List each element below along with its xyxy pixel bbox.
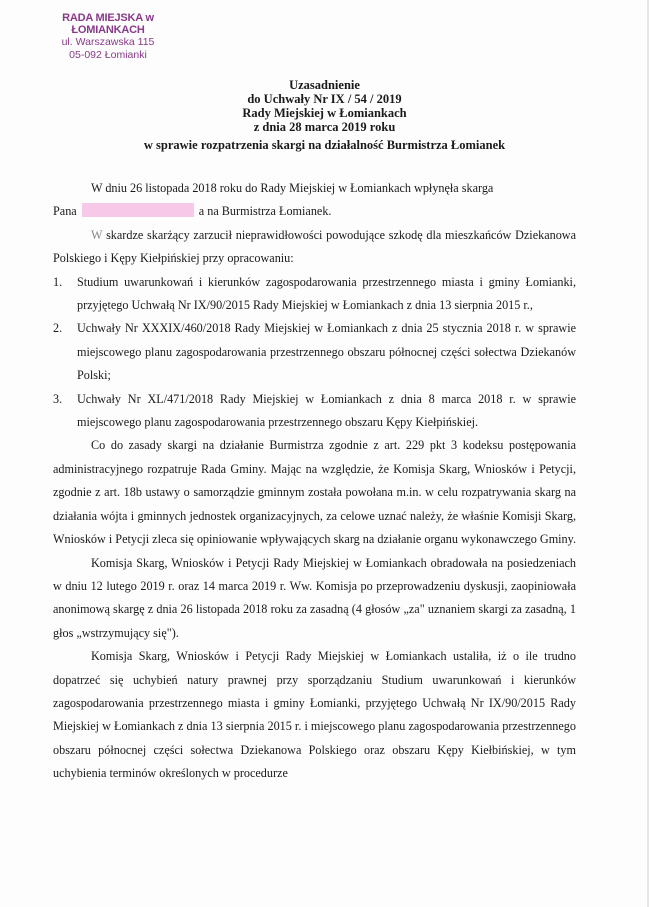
list-item-number: 3. [53,391,63,406]
paragraph-4: Co do zasady skargi na działanie Burmistrza zgodnie z art. 229 pkt 3 kodeksu postępowania administracyjnego rozpatruje Rada Gminy. Mając na względzie, że Komisja Skarg, Wniosków i Petycji, zgodnie z art. 18b ustawy o samorządzie gminnym została powołana m.in. w celu rozpatrywania skarg na działania wójta i gminnych jednostek organizacyjnych, za celowe uznać należy, że właśnie Komisji Skarg, Wniosków i Petycji zleca się opiniowanie wpływających skarg na działanie organu wykonawczego Gminy. [53,438,577,547]
document-subject: w sprawie rozpatrzenia skargi na działalność Burmistrza Łomianek [143,138,506,152]
list-item-text: Studium uwarunkowań i kierunków zagospodarowania przestrzennego miasta i gminy Łomianki, przyjętego Uchwałą Nr IX/90/2015 Rady Miejskiej w Łomiankach z dnia 13 sierpnia 2015 r., [77,274,576,313]
list-item [53,271,576,318]
title-line-3: Rady Miejskiej w Łomiankach [242,106,407,120]
stamp-line-3: 05-092 Łomianki [69,49,147,61]
list-item-number: 2. [53,321,63,336]
paragraph-3-text: skardze skarżący zarzucił nieprawidłowości powodujące szkodę dla mieszkańców Dziekanowa Polskiego i Kępy Kiełpińskiej przy opracowaniu: [53,227,577,266]
list-item [53,317,576,387]
title-line-4: z dnia 28 marca 2019 roku [253,120,396,134]
paragraph-3 [53,224,576,271]
list-item-text: Uchwały Nr XL/471/2018 Rady Miejskiej w Łomiankach z dnia 8 marca 2018 r. w sprawie miejscowego planu zagospodarowania przestrzennego obszaru Kępy Kiełpińskiej. [77,391,576,430]
paragraph-2-start: Pana [53,204,77,219]
stamp-line-1: RADA MIEJSKA w ŁOMIANKACH [62,12,154,36]
paragraph-2-end: a na Burmistrza Łomianek. [198,204,332,219]
paragraph-1: W dniu 26 listopada 2018 roku do Rady Miejskiej w Łomiankach wpłynęła skarga [91,181,494,195]
title-line-1: Uzasadnienie [289,78,360,92]
complaint-list [53,271,576,435]
redacted-name [82,203,194,217]
list-item-text: Uchwały Nr XXXIX/460/2018 Rady Miejskiej w Łomiankach z dnia 25 stycznia 2018 r. w sprawie miejscowego planu zagospodarowania przestrzennego obszaru północnej części sołectwa Dziekanów Polski; [77,321,576,383]
paragraph-3-start: W [91,227,103,242]
list-item [53,388,576,435]
document-title [0,78,649,134]
list-item-number: 1. [53,274,63,289]
stamp-line-2: ul. Warszawska 115 [61,36,155,48]
paragraph-2 [53,200,576,223]
paragraph-5: Komisja Skarg, Wniosków i Petycji Rady Miejskiej w Łomiankach obradowała na posiedzeniach w dniu 12 lutego 2019 r. oraz 14 marca 2019 r. Ww. Komisja po przeprowadzeniu dyskusji, zaopiniowała anonimową skargę z dnia 26 listopada 2018 roku za zasadną (4 głosów „za" uznaniem skargi za zasadną, 1 głos „wstrzymujący się"). [53,555,576,640]
document-body [53,177,576,786]
paragraph-6: Komisja Skarg, Wniosków i Petycji Rady Miejskiej w Łomiankach ustaliła, iż o ile trudno dopatrzeć się uchybień natury prawnej przy sporządzaniu Studium uwarunkowań i kierunków zagospodarowania przestrzennego miasta i gminy Łomianki, przyjętego Uchwałą Nr IX/90/2015 Rady Miejskiej w Łomiankach z dnia 13 sierpnia 2015 r. i miejscowego planu zagospodarowania przestrzennego obszaru północnej części sołectwa Dziekanowa Polskiego oraz obszaru Kępy Kiełbińskiej, w tym uchybienia terminów określonych w procedurze [53,649,576,781]
council-stamp [28,12,188,62]
title-line-2: do Uchwały Nr IX / 54 / 2019 [247,92,402,106]
